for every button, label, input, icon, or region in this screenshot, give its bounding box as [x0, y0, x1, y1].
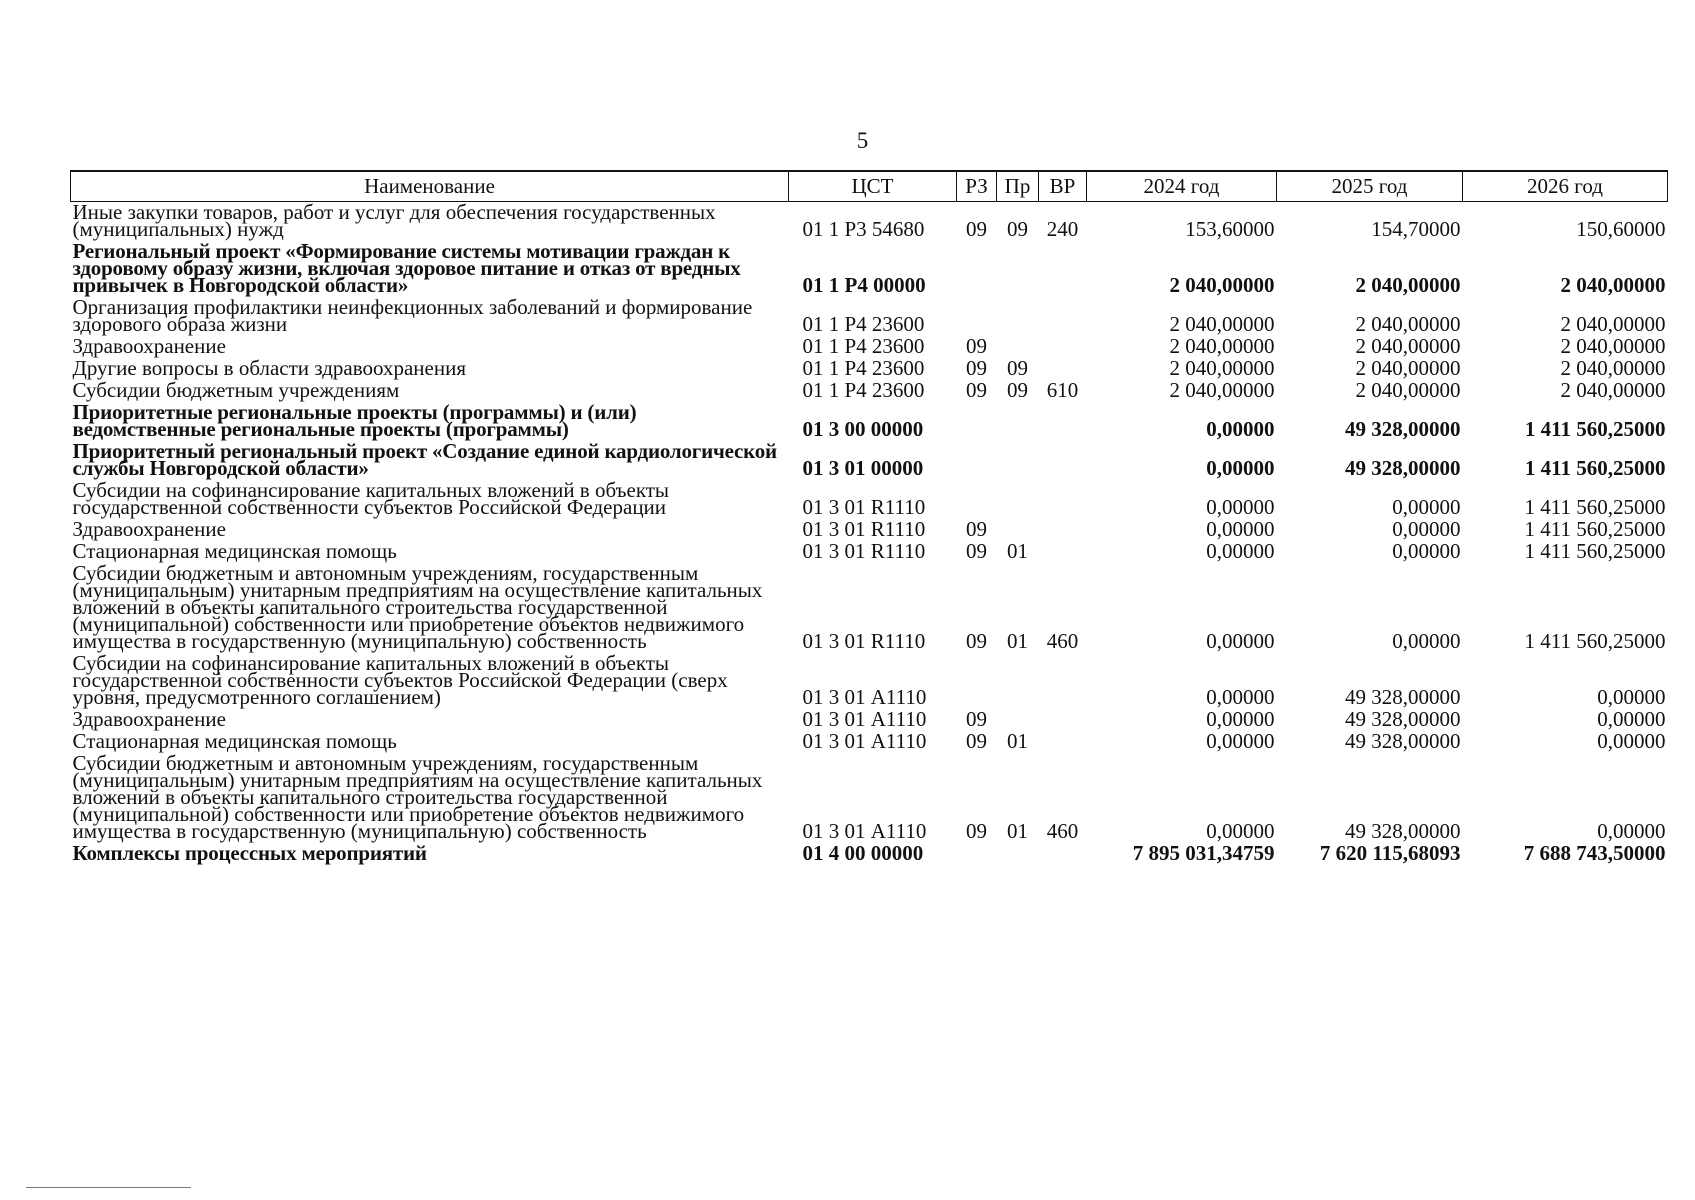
row-2025: 49 328,00000 — [1345, 729, 1461, 753]
row-cst: 01 3 01 А1110 — [802, 819, 927, 843]
table-row — [71, 380, 1668, 402]
row-2025: 49 328,00000 — [1345, 417, 1461, 441]
row-2024: 0,00000 — [1206, 417, 1275, 441]
row-pr — [997, 241, 1039, 297]
row-vr: 460 — [1046, 819, 1079, 843]
table-row — [71, 563, 1668, 653]
row-name: Субсидии на софинансирование капитальных вложений в объекты государственной собственности субъектов Российской Федерации (сверх уровня, предусмотренного соглашением) — [72, 651, 728, 709]
row-2025: 0,00000 — [1392, 539, 1461, 563]
row-pr: 01 — [1007, 629, 1028, 653]
row-name: Приоритетный региональный проект «Создание единой кардиологической службы Новгородской области» — [72, 439, 777, 480]
row-rz: 09 — [966, 629, 987, 653]
row-2026: 1 411 560,25000 — [1524, 495, 1666, 519]
table-row — [71, 336, 1668, 358]
row-2024: 0,00000 — [1206, 495, 1275, 519]
row-2024: 0,00000 — [1206, 707, 1275, 731]
row-rz — [957, 653, 997, 709]
row-cst: 01 1 Р4 23600 — [802, 312, 925, 336]
row-2025: 2 040,00000 — [1355, 273, 1461, 297]
row-cst: 01 3 01 R1110 — [802, 517, 926, 541]
row-2024: 0,00000 — [1206, 819, 1275, 843]
table-row — [71, 241, 1668, 297]
row-2025: 49 328,00000 — [1345, 707, 1461, 731]
row-name: Стационарная медицинская помощь — [72, 539, 397, 563]
row-pr: 09 — [1007, 378, 1028, 402]
row-2024: 2 040,00000 — [1169, 356, 1275, 380]
row-2025: 49 328,00000 — [1345, 456, 1461, 480]
row-name: Здравоохранение — [72, 517, 226, 541]
header-cst: ЦСТ — [789, 171, 957, 202]
row-cst: 01 3 01 R1110 — [802, 495, 926, 519]
row-2024: 7 895 031,34759 — [1132, 841, 1275, 865]
row-2024: 0,00000 — [1206, 539, 1275, 563]
row-rz — [957, 241, 997, 297]
row-2026: 0,00000 — [1597, 707, 1666, 731]
row-vr: 610 — [1046, 378, 1079, 402]
row-name: Региональный проект «Формирование системы мотивации граждан к здоровому образу жизни, включая здоровое питание и отказ от вредных привычек в Новгородской области» — [72, 239, 741, 297]
row-cst: 01 3 01 А1110 — [802, 707, 927, 731]
row-2024: 0,00000 — [1206, 517, 1275, 541]
row-2024: 153,60000 — [1185, 217, 1275, 241]
row-name: Стационарная медицинская помощь — [72, 729, 397, 753]
row-2026: 0,00000 — [1597, 819, 1666, 843]
row-cst: 01 4 00 00000 — [802, 841, 924, 865]
row-pr — [997, 441, 1039, 480]
row-2026: 150,60000 — [1576, 217, 1666, 241]
row-2024: 2 040,00000 — [1169, 334, 1275, 358]
row-vr — [1039, 653, 1087, 709]
row-pr: 01 — [1007, 729, 1028, 753]
row-rz: 09 — [966, 334, 987, 358]
row-2025: 49 328,00000 — [1345, 685, 1461, 709]
row-cst: 01 3 01 R1110 — [802, 629, 926, 653]
row-rz — [957, 441, 997, 480]
row-2026: 2 040,00000 — [1560, 273, 1666, 297]
row-2025: 49 328,00000 — [1345, 819, 1461, 843]
header-name: Наименование — [71, 171, 789, 202]
row-name: Субсидии бюджетным и автономным учреждениям, государственным (муниципальным) унитарным предприятиям на осуществление капитальных вложений в объекты капитального строительства государственной (муниципальной) собственности или приобретение объектов недвижимого имущества в государственную (муниципальную) собственность — [72, 561, 763, 653]
row-name: Организация профилактики неинфекционных заболеваний и формирование здорового образа жизни — [72, 295, 753, 336]
row-cst: 01 1 Р4 23600 — [802, 356, 925, 380]
row-rz: 09 — [966, 539, 987, 563]
table-row — [71, 297, 1668, 336]
row-name: Другие вопросы в области здравоохранения — [72, 356, 466, 380]
row-pr — [997, 843, 1039, 865]
row-vr: 240 — [1046, 217, 1079, 241]
row-2026: 1 411 560,25000 — [1524, 629, 1666, 653]
row-rz: 09 — [966, 819, 987, 843]
row-vr — [1039, 709, 1087, 731]
table-row — [71, 519, 1668, 541]
row-name: Здравоохранение — [72, 334, 226, 358]
header-vr: ВР — [1039, 171, 1087, 202]
row-vr — [1039, 519, 1087, 541]
row-pr — [997, 402, 1039, 441]
row-2026: 2 040,00000 — [1560, 312, 1666, 336]
row-vr — [1039, 297, 1087, 336]
row-cst: 01 1 Р3 54680 — [802, 217, 925, 241]
row-name: Приоритетные региональные проекты (программы) и (или) ведомственные региональные проекты (программы) — [72, 400, 637, 441]
row-2025: 0,00000 — [1392, 629, 1461, 653]
row-2025: 154,70000 — [1371, 217, 1461, 241]
row-name: Комплексы процессных мероприятий — [72, 841, 427, 865]
row-pr — [997, 297, 1039, 336]
row-2026: 2 040,00000 — [1560, 334, 1666, 358]
row-2024: 0,00000 — [1206, 729, 1275, 753]
header-year-2025: 2025 год — [1277, 171, 1463, 202]
table-row — [71, 480, 1668, 519]
row-vr — [1039, 402, 1087, 441]
row-2025: 0,00000 — [1392, 517, 1461, 541]
header-pr: Пр — [997, 171, 1039, 202]
row-rz: 09 — [966, 356, 987, 380]
row-2025: 2 040,00000 — [1355, 378, 1461, 402]
row-cst: 01 1 Р4 23600 — [802, 378, 925, 402]
row-cst: 01 3 01 00000 — [802, 456, 924, 480]
row-2025: 2 040,00000 — [1355, 312, 1461, 336]
row-2026: 2 040,00000 — [1560, 378, 1666, 402]
row-2025: 7 620 115,68093 — [1319, 841, 1461, 865]
row-rz — [957, 297, 997, 336]
row-pr — [997, 709, 1039, 731]
row-rz: 09 — [966, 217, 987, 241]
row-name: Субсидии на софинансирование капитальных вложений в объекты государственной собственности субъектов Российской Федерации — [72, 478, 670, 519]
header-year-2026: 2026 год — [1463, 171, 1668, 202]
row-rz: 09 — [966, 517, 987, 541]
row-2026: 0,00000 — [1597, 729, 1666, 753]
table-header-row — [71, 171, 1668, 202]
row-2024: 0,00000 — [1206, 685, 1275, 709]
row-cst: 01 3 01 R1110 — [802, 539, 926, 563]
row-rz — [957, 402, 997, 441]
page-number: 5 — [856, 128, 869, 153]
row-2024: 0,00000 — [1206, 456, 1275, 480]
row-vr — [1039, 441, 1087, 480]
footer-divider — [26, 1187, 191, 1188]
row-rz: 09 — [966, 707, 987, 731]
row-cst: 01 3 00 00000 — [802, 417, 924, 441]
row-cst: 01 1 Р4 00000 — [802, 273, 926, 297]
row-pr — [997, 653, 1039, 709]
table-row — [71, 441, 1668, 480]
row-vr — [1039, 336, 1087, 358]
header-rz: РЗ — [957, 171, 997, 202]
row-2024: 0,00000 — [1206, 629, 1275, 653]
row-2025: 2 040,00000 — [1355, 334, 1461, 358]
row-cst: 01 3 01 А1110 — [802, 685, 927, 709]
row-pr: 09 — [1007, 356, 1028, 380]
row-vr: 460 — [1046, 629, 1079, 653]
table-row — [71, 541, 1668, 563]
table-row — [71, 843, 1668, 865]
table-row — [71, 753, 1668, 843]
table-row — [71, 653, 1668, 709]
row-2025: 0,00000 — [1392, 495, 1461, 519]
row-pr: 09 — [1007, 217, 1028, 241]
row-vr — [1039, 241, 1087, 297]
row-cst: 01 1 Р4 23600 — [802, 334, 925, 358]
row-rz: 09 — [966, 378, 987, 402]
row-vr — [1039, 731, 1087, 753]
row-pr — [997, 336, 1039, 358]
table-row — [71, 709, 1668, 731]
row-vr — [1039, 480, 1087, 519]
row-pr: 01 — [1007, 539, 1028, 563]
row-2025: 2 040,00000 — [1355, 356, 1461, 380]
row-rz — [957, 843, 997, 865]
row-rz — [957, 480, 997, 519]
row-vr — [1039, 541, 1087, 563]
table-row — [71, 358, 1668, 380]
row-pr — [997, 519, 1039, 541]
row-name: Иные закупки товаров, работ и услуг для обеспечения государственных (муниципальных) нужд — [72, 200, 716, 241]
row-pr — [997, 480, 1039, 519]
row-pr: 01 — [1007, 819, 1028, 843]
row-name: Субсидии бюджетным учреждениям — [72, 378, 400, 402]
row-cst: 01 3 01 А1110 — [802, 729, 927, 753]
header-year-2024: 2024 год — [1087, 171, 1277, 202]
row-2024: 2 040,00000 — [1169, 378, 1275, 402]
row-2026: 2 040,00000 — [1560, 356, 1666, 380]
row-rz: 09 — [966, 729, 987, 753]
row-name: Субсидии бюджетным и автономным учреждениям, государственным (муниципальным) унитарным предприятиям на осуществление капитальных вложений в объекты капитального строительства государственной (муниципальной) собственности или приобретение объектов недвижимого имущества в государственную (муниципальную) собственность — [72, 751, 763, 843]
table-row — [71, 402, 1668, 441]
row-2026: 1 411 560,25000 — [1524, 456, 1666, 480]
row-name: Здравоохранение — [72, 707, 226, 731]
row-2026: 1 411 560,25000 — [1524, 517, 1666, 541]
budget-table — [70, 170, 1668, 865]
row-2026: 7 688 743,50000 — [1523, 841, 1666, 865]
row-vr — [1039, 843, 1087, 865]
row-2026: 0,00000 — [1597, 685, 1666, 709]
row-2026: 1 411 560,25000 — [1524, 539, 1666, 563]
row-2024: 2 040,00000 — [1169, 273, 1275, 297]
row-vr — [1039, 358, 1087, 380]
row-2024: 2 040,00000 — [1169, 312, 1275, 336]
row-2026: 1 411 560,25000 — [1524, 417, 1666, 441]
table-row — [71, 731, 1668, 753]
table-row — [71, 202, 1668, 242]
